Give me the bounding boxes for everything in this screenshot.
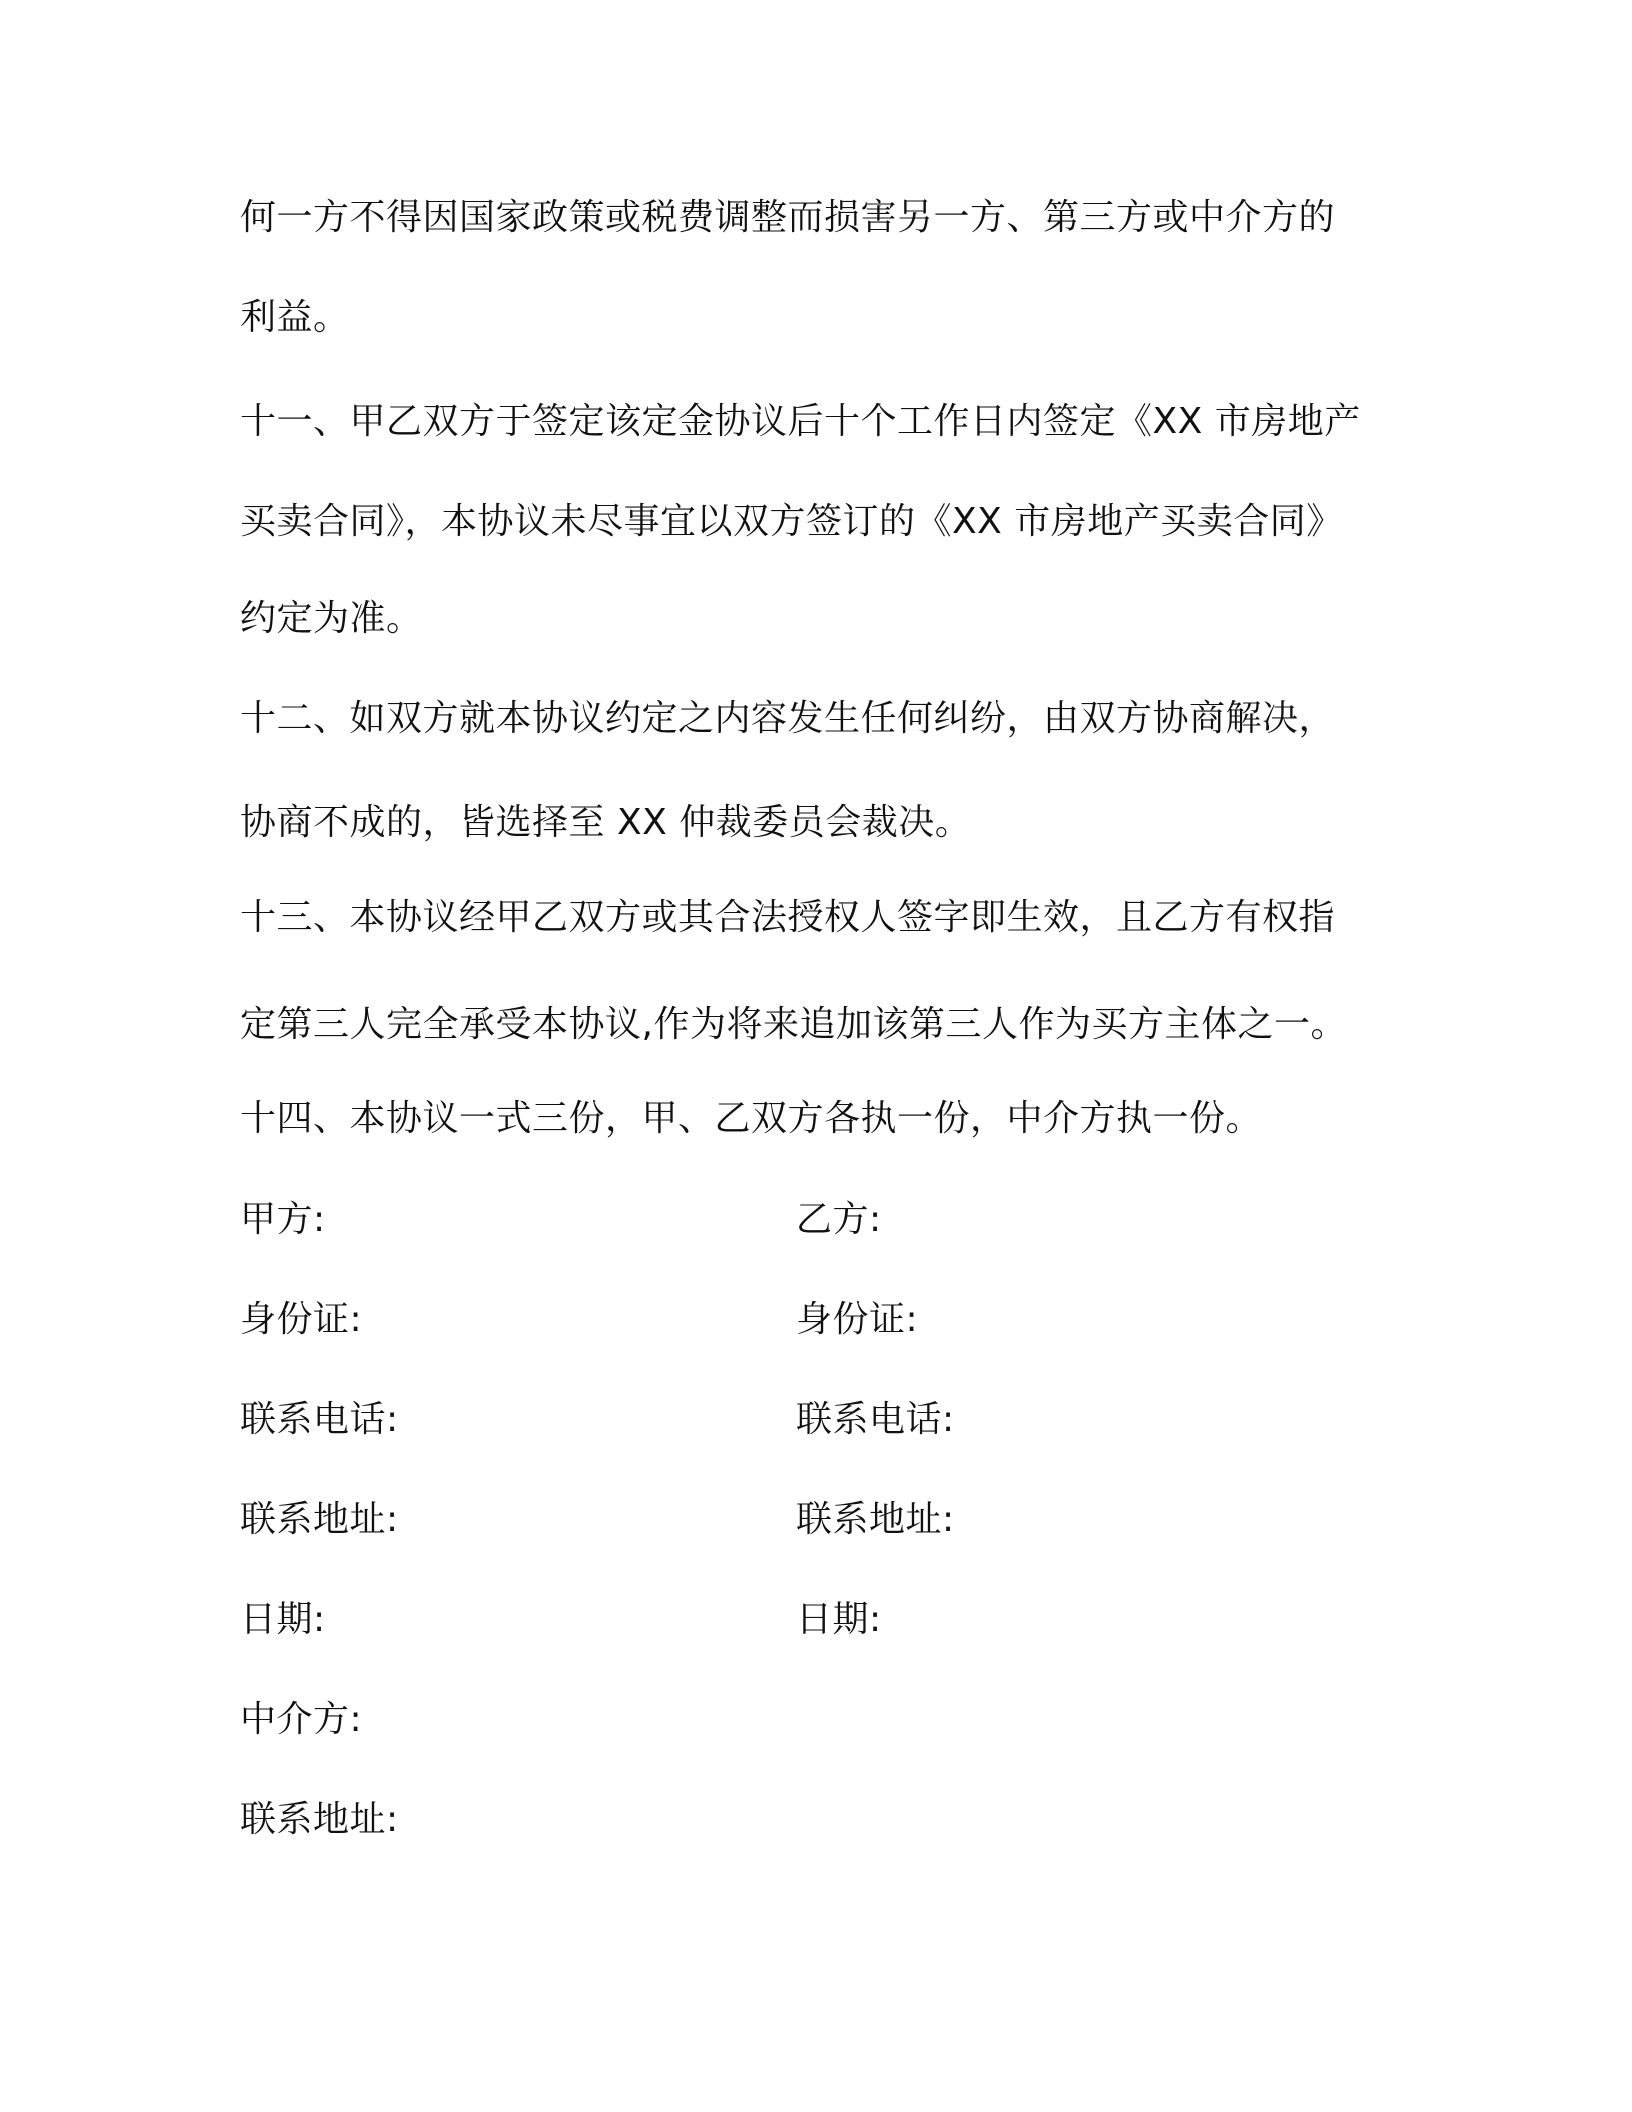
- paragraph-line: 何一方不得因国家政策或税费调整而损害另一方、第三方或中介方的: [240, 197, 1336, 238]
- clause-13-line: 十三、本协议经甲乙双方或其合法授权人签字即生效，且乙方有权指: [240, 897, 1336, 938]
- party-b-address-label: 联系地址:: [796, 1499, 955, 1540]
- party-a-phone-label: 联系电话:: [240, 1399, 399, 1440]
- clause-14-line: 十四、本协议一式三份，甲、乙双方各执一份，中介方执一份。: [240, 1098, 1263, 1139]
- clause-11-line: 买卖合同》，本协议未尽事宜以双方签订的《XX 市房地产买卖合同》: [240, 501, 1343, 542]
- paragraph-line: 利益。: [240, 297, 350, 338]
- party-a-id-label: 身份证:: [240, 1299, 363, 1340]
- party-b-date-label: 日期:: [796, 1599, 882, 1640]
- clause-13-line: 定第三人完全承受本协议,作为将来追加该第三人作为买方主体之一。: [240, 1004, 1347, 1045]
- party-a-address-label: 联系地址:: [240, 1499, 399, 1540]
- party-a-label: 甲方:: [240, 1199, 326, 1240]
- party-b-label: 乙方:: [796, 1199, 882, 1240]
- agent-address-label: 联系地址:: [240, 1799, 399, 1840]
- clause-11-line: 十一、甲乙双方于签定该定金协议后十个工作日内签定《XX 市房地产: [240, 401, 1361, 442]
- party-b-phone-label: 联系电话:: [796, 1399, 955, 1440]
- clause-12-line: 协商不成的，皆选择至 XX 仲裁委员会裁决。: [240, 802, 972, 843]
- agent-label: 中介方:: [240, 1699, 363, 1740]
- party-b-id-label: 身份证:: [796, 1299, 919, 1340]
- clause-12-line: 十二、如双方就本协议约定之内容发生任何纠纷，由双方协商解决，: [240, 698, 1336, 739]
- clause-11-line: 约定为准。: [240, 598, 423, 639]
- party-a-date-label: 日期:: [240, 1599, 326, 1640]
